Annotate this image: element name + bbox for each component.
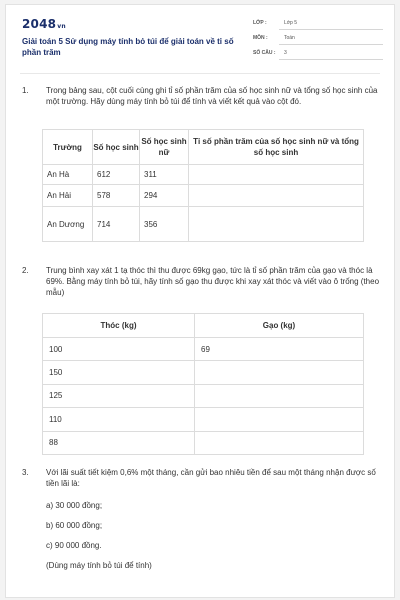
- question-2-text: Trung bình xay xát 1 tạ thóc thì thu được 69kg gạo, tức là tỉ số phần trăm của gạo và thóc là 69%. Bằng máy tính bỏ túi, hãy tính số gạo thu được khi xay xát thóc và viết vào ô trống (theo mẫu): [46, 266, 380, 297]
- answer-option-b[interactable]: b) 60 000 đồng;: [46, 521, 103, 530]
- table-cell: 294: [140, 185, 189, 207]
- worksheet-page: [5, 4, 395, 598]
- table-header-row: [43, 130, 364, 165]
- rice-table: [42, 313, 364, 455]
- column-header: Gạo (kg): [195, 314, 364, 338]
- table-cell: 714: [93, 207, 140, 242]
- table-row: [43, 431, 364, 454]
- answer-cell[interactable]: [195, 431, 364, 454]
- table-cell: 69: [195, 338, 364, 361]
- answer-cell[interactable]: [195, 361, 364, 384]
- question-1-number: 1.: [22, 86, 29, 95]
- meta-subject-key: MÔN :: [253, 35, 268, 41]
- question-2-number: 2.: [22, 266, 29, 275]
- table-cell: 110: [43, 408, 195, 431]
- table-cell: An Hải: [43, 185, 93, 207]
- table-row: [43, 338, 364, 361]
- question-3-number: 3.: [22, 468, 29, 477]
- school-table: [42, 129, 364, 242]
- logo-text: 2048: [22, 17, 57, 31]
- answer-cell[interactable]: [195, 384, 364, 407]
- meta-class: [253, 18, 383, 30]
- meta-subject-line: [279, 44, 383, 45]
- table-cell: An Dương: [43, 207, 93, 242]
- table-row: [43, 408, 364, 431]
- question-3-text: Với lãi suất tiết kiệm 0,6% một tháng, cần gửi bao nhiêu tiền để sau một tháng nhận được số tiền lãi là:: [46, 468, 376, 488]
- column-header: Số học sinh nữ: [140, 130, 189, 165]
- meta-count-key: SỐ CÂU :: [253, 50, 276, 56]
- column-header: Số học sinh: [93, 130, 140, 165]
- table-cell: 356: [140, 207, 189, 242]
- meta-count-line: [279, 59, 383, 60]
- table-header-row: [43, 314, 364, 338]
- table-row: [43, 361, 364, 384]
- answer-cell[interactable]: [189, 207, 364, 242]
- table-row: [43, 207, 364, 242]
- answer-cell[interactable]: [189, 185, 364, 207]
- table-cell: 150: [43, 361, 195, 384]
- table-cell: 311: [140, 165, 189, 185]
- table-row: [43, 165, 364, 185]
- meta-subject-value: Toán: [284, 35, 295, 41]
- answer-option-c[interactable]: c) 90 000 đồng.: [46, 541, 102, 550]
- meta-class-value: Lớp 5: [284, 20, 298, 26]
- table-cell: 612: [93, 165, 140, 185]
- meta-subject: [253, 33, 383, 45]
- site-logo[interactable]: [22, 17, 66, 31]
- column-header: Tỉ số phần trăm của số học sinh nữ và tổng số học sinh: [189, 130, 364, 165]
- answer-cell[interactable]: [189, 165, 364, 185]
- column-header: Trường: [43, 130, 93, 165]
- answer-cell[interactable]: [195, 408, 364, 431]
- worksheet-header: [6, 5, 394, 73]
- meta-question-count: [253, 48, 383, 60]
- meta-class-key: LỚP :: [253, 20, 267, 26]
- table-cell: An Hà: [43, 165, 93, 185]
- table-row: [43, 384, 364, 407]
- table-cell: 88: [43, 431, 195, 454]
- table-cell: 578: [93, 185, 140, 207]
- meta-class-line: [279, 29, 383, 30]
- logo-suffix: vn: [57, 23, 66, 30]
- question-3-note: (Dùng máy tính bỏ túi để tính): [46, 561, 152, 570]
- answer-option-a[interactable]: a) 30 000 đồng;: [46, 501, 103, 510]
- column-header: Thóc (kg): [43, 314, 195, 338]
- question-1-text: Trong bảng sau, cột cuối cùng ghi tỉ số phần trăm của số học sinh nữ và tổng số học sinh của một trường. Hãy dùng máy tính bỏ túi để tính và viết kết quả vào cột đó.: [46, 86, 378, 106]
- table-cell: 125: [43, 384, 195, 407]
- table-row: [43, 185, 364, 207]
- table-cell: 100: [43, 338, 195, 361]
- meta-count-value: 3: [284, 50, 287, 56]
- document-title: Giải toán 5 Sử dụng máy tính bỏ túi để giải toán về tỉ số phần trăm: [22, 37, 234, 57]
- header-divider: [20, 73, 380, 74]
